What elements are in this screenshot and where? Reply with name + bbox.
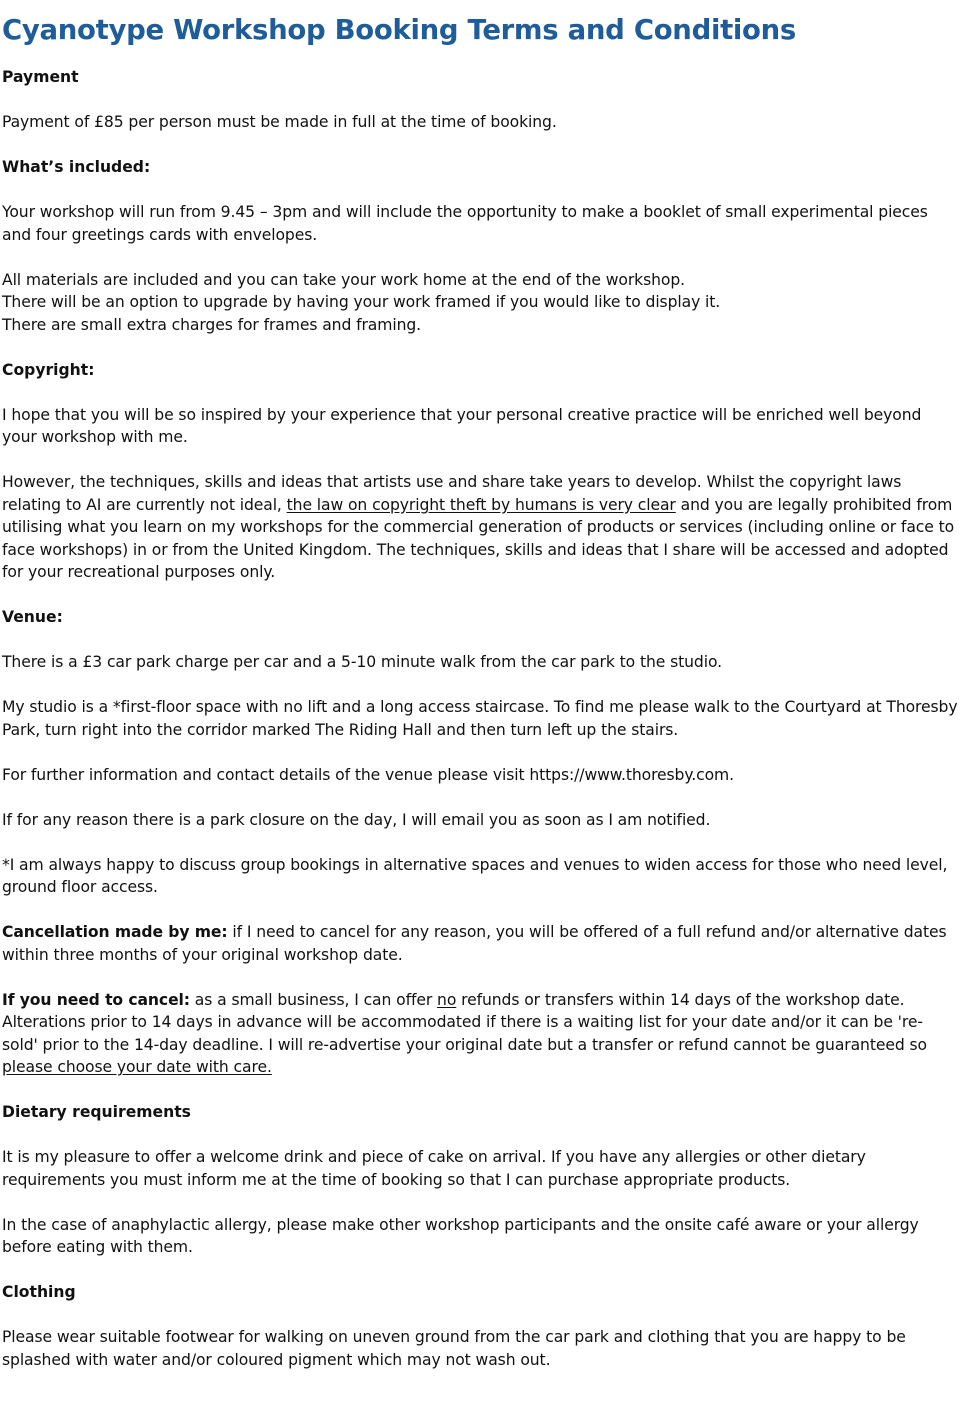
venue-paragraph-1: There is a £3 car park charge per car and a 5-10 minute walk from the car park to the studio. xyxy=(2,653,722,671)
venue-paragraph-3: For further information and contact details of the venue please visit https://www.thoresby.com. xyxy=(2,765,734,784)
included-paragraph-2 xyxy=(2,269,958,337)
dietary-heading: Dietary requirements xyxy=(2,1103,191,1121)
venue-paragraph-4: If for any reason there is a park closure on the day, I will email you as soon as I am notified. xyxy=(2,810,711,829)
included-paragraph-1: Your workshop will run from 9.45 – 3pm and will include the opportunity to make a booklet of small experimental pieces and four greetings cards with envelopes. xyxy=(2,203,928,244)
venue-paragraph-2: My studio is a *first-floor space with no lift and a long access staircase. To find me please walk to the Courtyard at Thoresby Park, turn right into the corridor marked The Riding Hall and then turn left up the stairs. xyxy=(2,698,958,739)
payment-text: Payment of £85 per person must be made in full at the time of booking. xyxy=(2,113,557,131)
clothing-heading: Clothing xyxy=(2,1283,76,1301)
page-title: Cyanotype Workshop Booking Terms and Conditions xyxy=(2,14,796,46)
copyright-paragraph-1: I hope that you will be so inspired by your experience that your personal creative practice will be enriched well beyond your workshop with me. xyxy=(2,405,922,446)
copyright-law-link[interactable]: the law on copyright theft by humans is very clear xyxy=(286,495,676,514)
included-heading: What’s included: xyxy=(2,158,151,176)
copyright-heading: Copyright: xyxy=(2,360,95,379)
cancellation-by-you-label: If you need to cancel: xyxy=(2,990,190,1009)
payment-heading: Payment xyxy=(2,68,79,86)
copyright-paragraph-2 xyxy=(2,471,958,584)
copyright-text-after: and you are legally prohibited from utilising what you learn on my workshops for the commercial generation of products or services (including online or face to face workshops) in or from the United Kingdom. The techniques, skills and ideas that I share will be accessed and adopted for your recreational purposes only. xyxy=(2,495,955,581)
cancellation-by-me-text: if I need to cancel for any reason, you will be offered of a full refund and/or alternative dates within three months of your original workshop date. xyxy=(2,923,947,964)
included-line-3: There are small extra charges for frames and framing. xyxy=(2,315,422,334)
dietary-paragraph-1: It is my pleasure to offer a welcome drink and piece of cake on arrival. If you have any allergies or other dietary requirements you must inform me at the time of booking so that I can purchase appropriate products. xyxy=(2,1148,866,1189)
venue-heading: Venue: xyxy=(2,608,63,626)
cancellation-by-me-label: Cancellation made by me: xyxy=(2,923,228,941)
clothing-paragraph-1: Please wear suitable footwear for walking on uneven ground from the car park and clothing that you are happy to be splashed with water and/or coloured pigment which may not wash out. xyxy=(2,1328,906,1369)
cancellation-text-1: as a small business, I can offer xyxy=(189,990,438,1009)
included-line-2: There will be an option to upgrade by having your work framed if you would like to display it. xyxy=(2,293,721,311)
dietary-paragraph-2: In the case of anaphylactic allergy, please make other workshop participants and the onsite café aware or your allergy before eating with them. xyxy=(2,1215,919,1256)
cancellation-text-2: refunds or transfers within 14 days of the workshop date. Alterations prior to 14 days in advance will be accommodated if there is a waiting list for your date and/or it can be 're-sold' prior to the 14-day deadline. I will re-advertise your original date but a transfer or refund cannot be guaranteed so xyxy=(2,990,927,1054)
venue-paragraph-5: *I am always happy to discuss group bookings in alternative spaces and venues to widen access for those who need level, ground floor access. xyxy=(2,855,948,896)
cancellation-by-you xyxy=(2,989,958,1079)
no-refunds-emphasis: no xyxy=(437,990,457,1009)
copyright-text-before: However, the techniques, skills and ideas that artists use and share take years to develop. Whilst the copyright laws relating to AI are currently not ideal, xyxy=(2,473,902,514)
choose-with-care-emphasis: please choose your date with care. xyxy=(2,1058,272,1076)
included-line-1: All materials are included and you can take your work home at the end of the workshop. xyxy=(2,270,686,289)
cancellation-by-me xyxy=(2,921,958,966)
